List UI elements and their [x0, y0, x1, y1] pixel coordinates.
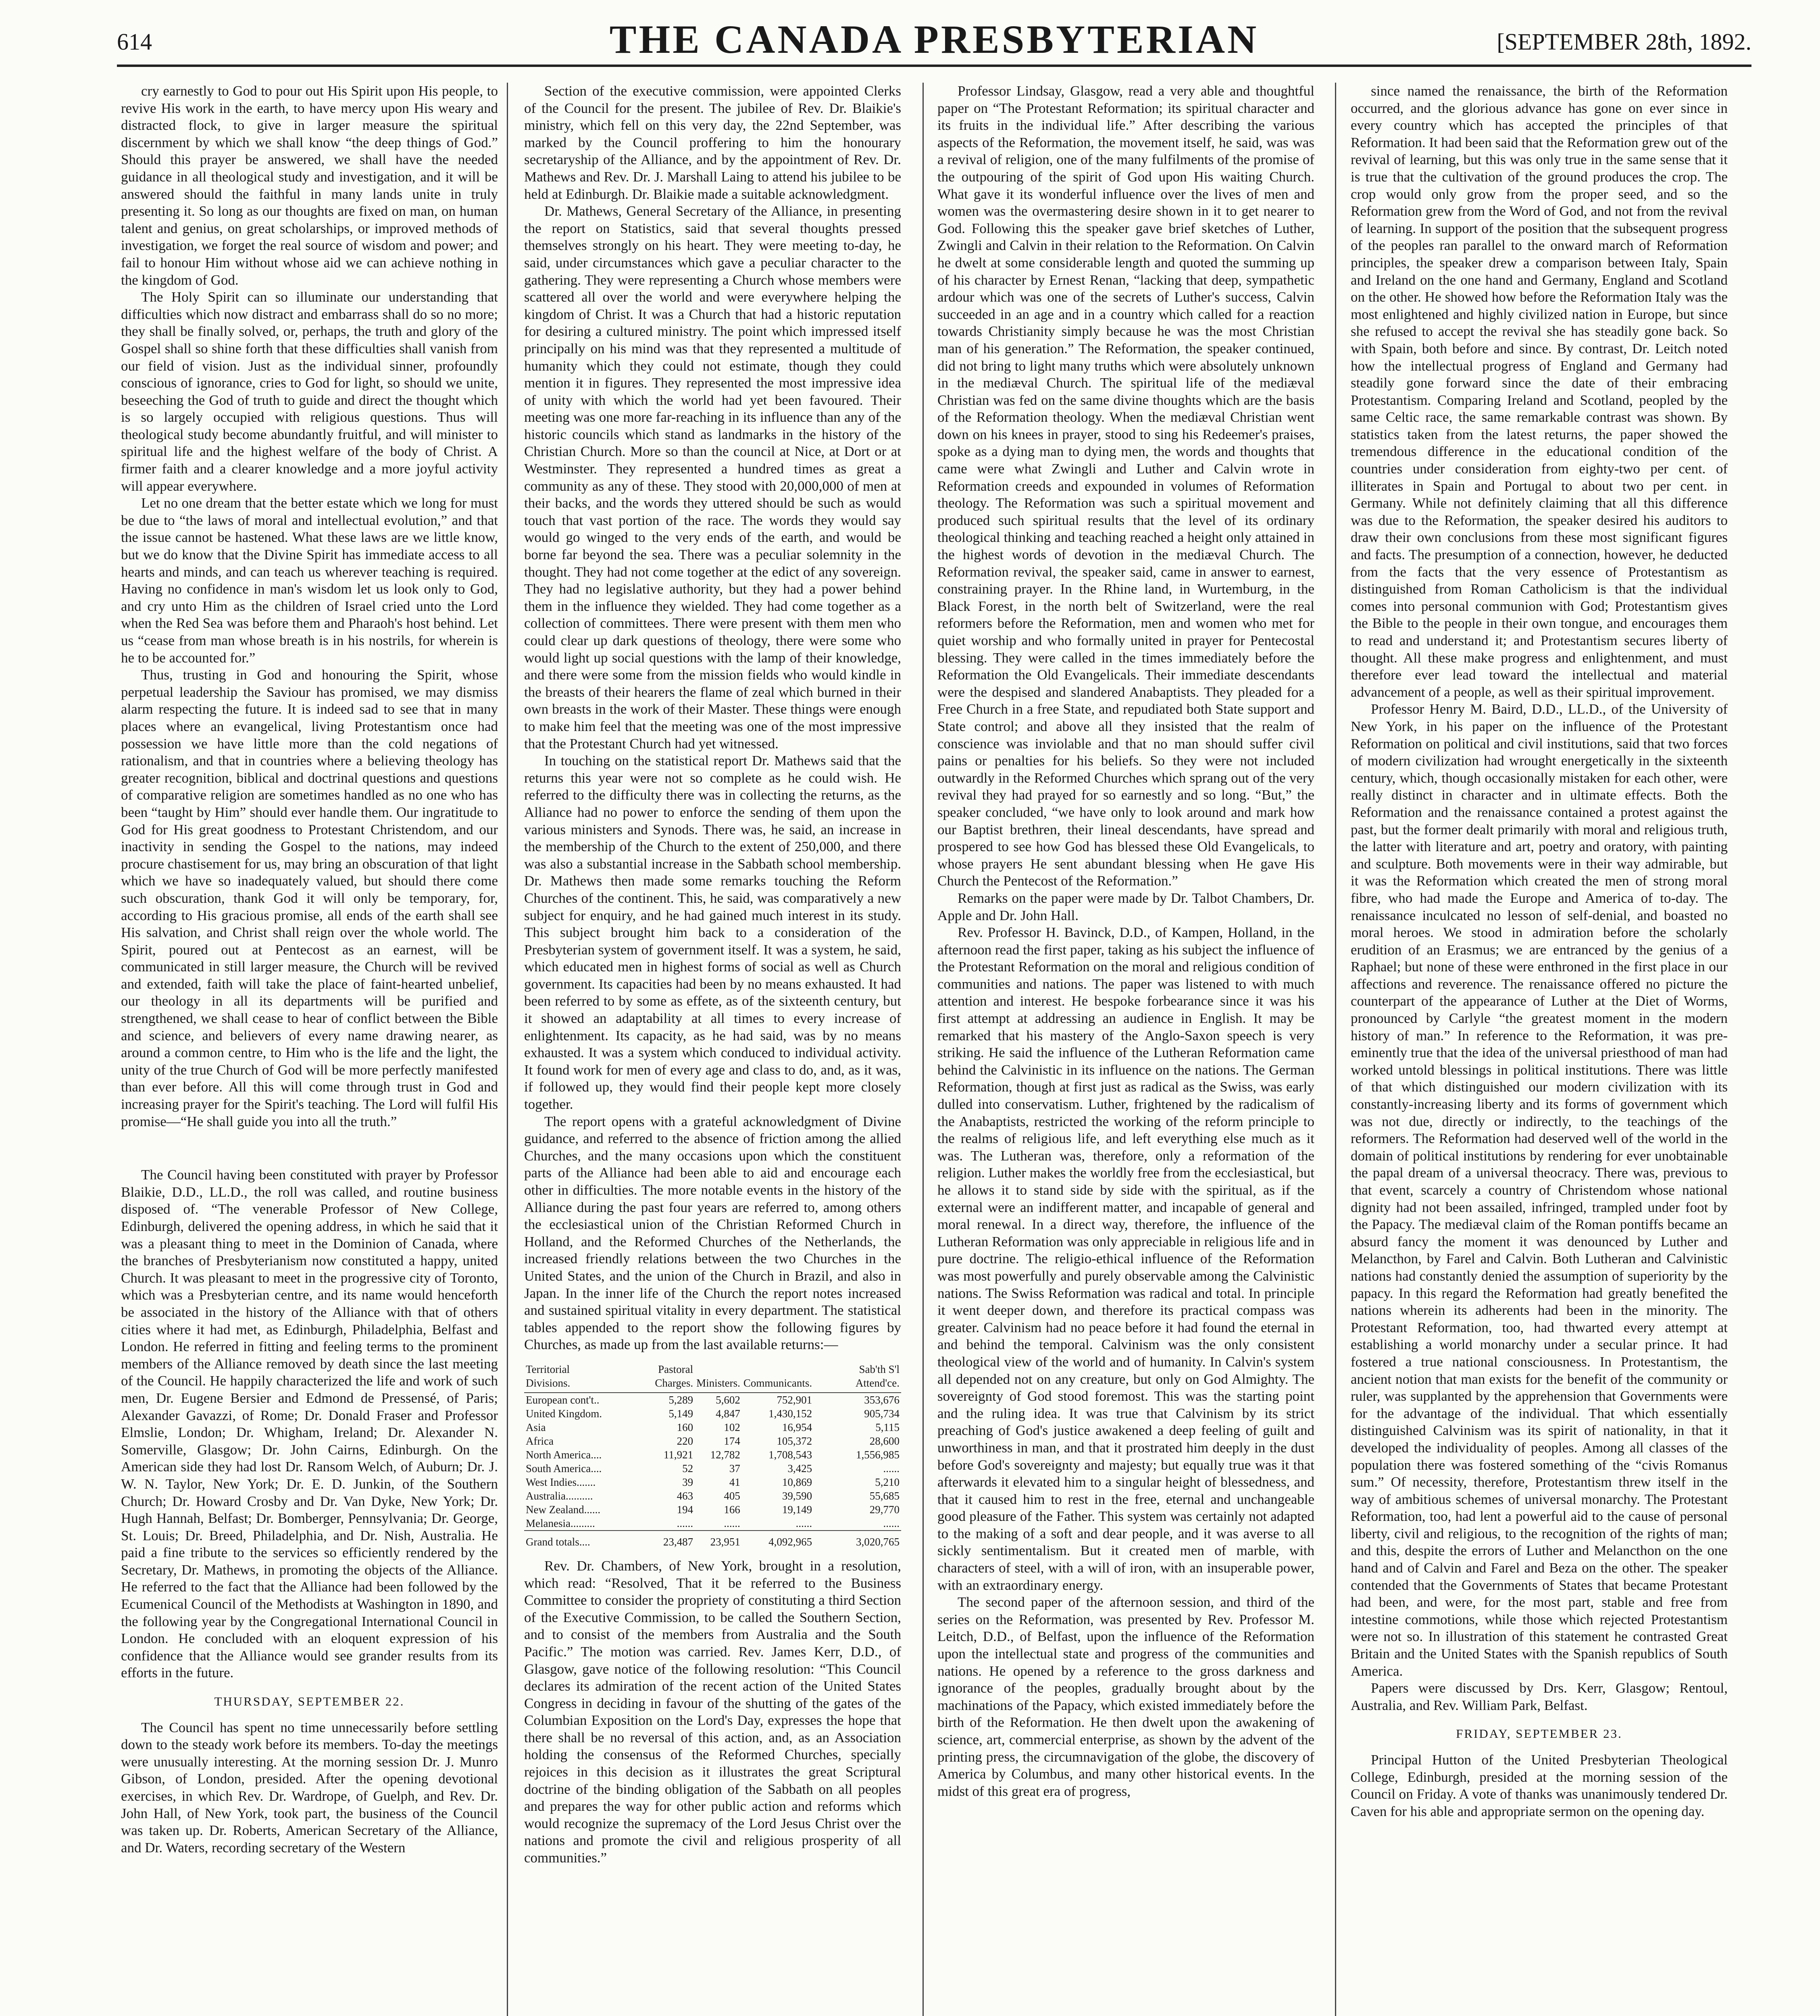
table-cell: 41	[729, 1476, 740, 1488]
article-paragraph: Thus, trusting in God and honouring the Spirit, whose perpetual leadership the Saviour has promised, we may dismiss alarm respecting the future. It is indeed sad to see that in many places where an evangelical, living Protestantism once had possession we have little more than the cold negations of rationalism, and that in countries where a believing theology has greater recognition, biblical and doctrinal questions and questions of comparative religion are sometimes handled as no one who has been “taught by Him” should ever handle them. Our ingratitude to God for His great goodness to Protestant Christendom, and our inactivity in sending the Gospel to the nations, may indeed procure chastisement for us, may bring an obscuration of that light which we have so inadequately valued, but should there come such obscuration, thank God it will only be temporary, for, according to His gracious promise, all ends of the earth shall see His salvation, and Christ shall reign over the whole world. The Spirit, poured out at Pentecost as an earnest, will be communicated in still larger measure, the Church will be revived and extended, faith will take the place of faint-hearted unbelief, our theology in all its departments will be purified and strengthened, we shall cease to hear of conflict between the Bible and science, and believers of every name drawing nearer, as around a common centre, to Him who is the life and the light, the unity of the true Church of God will be more perfectly manifested than ever before. All this will come through trust in God and increasing prayer for the Spirit's teaching. The Lord will fulfil His promise—“He shall guide you into all the truth.”	[121, 667, 498, 1129]
table-cell: Africa	[526, 1435, 554, 1447]
article-paragraph: Rev. Dr. Chambers, of New York, brought in a resolution, which read: “Resolved, That it be referred to the Business Committee to consider the propriety of constituting a third Section of the Executive Commission, to be called the Southern Section, and to consist of the members from Australia and the South Pacific.” The motion was carried. Rev. James Kerr, D.D., of Glasgow, gave notice of the following resolution: “This Council declares its admiration of the recent action of the United States Congress in deciding in favour of the shutting of the gates of the Columbian Exposition on the Lord's Day, expresses the hope that there shall be no reversal of this action, and, as an Association holding the consensus of the Reformed Churches, specially rejoices in this decision as it illustrates the great Scriptural doctrine of the binding obligation of the Sabbath on all peoples and prepares the way for other public action and reforms which would recognize the supremacy of the Lord Jesus Christ over the nations and promote the civil and religious prosperity of all communities.”	[524, 1558, 901, 1866]
table-cell: 3,425	[787, 1462, 812, 1475]
table-cell: 905,734	[864, 1407, 900, 1420]
page-number: 614	[117, 29, 152, 55]
table-cell: 752,901	[777, 1393, 812, 1406]
section-heading: THURSDAY, SEPTEMBER 22.	[214, 1694, 405, 1709]
column-3	[937, 83, 1314, 2016]
table-cell: South America....	[526, 1462, 602, 1475]
article-paragraph: since named the renaissance, the birth of the Reformation occurred, and the glorious advance has gone on ever since in every country which has accepted the principles of that Reformation. It had been said that the Reformation grew out of the revival of learning, but this was only true in the same sense that it is true that the cultivation of the ground produces the crop. The crop would only grow from the proper seed, and so the Reformation grew from the Word of God, and not from the revival of learning. In support of the position that the subsequent progress of the peoples ran parallel to the onward march of Reformation principles, the speaker drew a comparison between Italy, Spain and Ireland on the one hand and Germany, England and Scotland on the other. He showed how before the Reformation Italy was the most enlightened and highly civilized nation in Europe, but since she refused to accept the revival she has steadily gone back. So with Spain, both before and since. By contrast, Dr. Leitch noted how the intellectual progress of England and Germany had steadily gone forward since the date of their embracing Protestantism. Comparing Ireland and Scotland, peopled by the same Celtic race, the same remarkable contrast was shown. By statistics taken from the latest returns, the paper showed the tremendous difference in the educational condition of the countries under consideration from eighty-two per cent. of illiterates in Spain and Portugal to about two per cent. in Germany. While not definitely claiming that all this difference was due to the Reformation, the speaker desired his auditors to draw their own conclusions from these most significant figures and facts. The presumption of a connection, however, he deducted from the facts that the very essence of Protestantism as distinguished from Roman Catholicism is that the individual comes into personal communion with God; Protestantism gives the Bible to the people in their own tongue, and encourages them to read and understand it; and Protestantism secures liberty of thought. All these make progress and enlightenment, and must therefore ever lead toward the intellectual and material advancement of a people, as well as their spiritual improvement.	[1351, 83, 1728, 700]
table-cell: 16,954	[782, 1421, 812, 1433]
article-paragraph: Professor Lindsay, Glasgow, read a very able and thoughtful paper on “The Protestant Reformation; its spiritual character and its fruits in the individual life.” After describing the various aspects of the Reformation, the movement itself, he said, was was a revival of religion, one of the many fulfilments of the promise of the outpouring of the spirit of God upon His waiting Church. What gave it its wonderful influence over the lives of men and women was the overmastering desire shown in it to get nearer to God. Following this the speaker gave brief sketches of Luther, Zwingli and Calvin in their relation to the Reformation. On Calvin he dwelt at some considerable length and quoted the summing up of his character by Ernest Renan, “lacking that deep, sympathetic ardour which was one of the secrets of Luther's success, Calvin succeeded in an age and in a country which called for a reaction towards Christianity simply because he was the most Christian man of his generation.” The Reformation, the speaker continued, did not bring to light many truths which were absolutely unknown in the mediæval Church. The spiritual life of the mediæval Christian was fed on the same divine thoughts which are the basis of the Reformation theology. When the mediæval Christian went down on his knees in prayer, stood to sing his Redeemer's praises, spoke as a dying man to dying men, the words and thoughts that came were what Zwingli and Luther and Calvin wrote in Reformation creeds and expounded in volumes of Reformation theology. The Reformation was such a spiritual movement and produced such spiritual results that the level of its ordinary theological thinking and teaching reached a height only attained in the highest words of devotion in the mediæval Church. The Reformation revival, the speaker said, came in answer to earnest, constraining prayer. In the Rhine land, in Wurtemburg, in the Black Forest, in the north belt of Switzerland, were the real reformers before the Reformation, men and women who met for quiet worship and who formally united in prayer for Pentecostal blessing. They were called in the times immediately before the Reformation the Old Evangelicals. Their immediate descendants were the despised and slandered Anabaptists. They pleaded for a Free Church in a free State, and repudiated both State support and State control; and above all they insisted that the realm of conscience was inviolable and that no man should suffer civil pains or penalties for his beliefs. So they were not included outwardly in the Reformed Churches which sprang out of the very revival they had prayed for so earnestly and so long. “But,” the speaker concluded, “we have only to look around and mark how our Baptist brethren, their lineal descendants, have spread and prospered to see how God has blessed these Old Evangelicals, to whose prayers He sent abundant blessing when He gave His Church the Pentecost of the Reformation.”	[937, 83, 1314, 889]
statistics-table	[524, 1362, 901, 1549]
table-cell: 1,556,985	[856, 1448, 900, 1461]
article-paragraph: Rev. Professor H. Bavinck, D.D., of Kampen, Holland, in the afternoon read the first paper, taking as his subject the influence of the Protestant Reformation on the moral and religious condition of communities and nations. The paper was listened to with much attention and interest. He bespoke forbearance since it was his first attempt at addressing an audience in English. It may be remarked that his mastery of the Anglo-Saxon speech is very striking. He said the influence of the Lutheran Reformation came behind the Calvinistic in its influence on the nations. The German Reformation, though at first just as radical as the Swiss, was early dulled into conservatism. Luther, frightened by the radicalism of the Anabaptists, restricted the working of the reform principle to the realms of religious life, and left everything else much as it was. The Lutheran was, therefore, only a reformation of the religion. Luther makes the worldly free from the ecclesiastical, but he allows it to stand side by side with the spiritual, as if the external were an indifferent matter, and incapable of general and moral renewal. In a direct way, therefore, the influence of the Lutheran Reformation was only appreciable in religious life and in pure doctrine. The religio-ethical influence of the Reformation was most powerfully and purely observable among the Calvinistic nations. The Swiss Reformation was radical and total. In principle it went deeper down, and therefore its practical compass was greater. Calvinism had no peace before it had found the eternal in and behind the temporal. Calvinism was the only consistent theological view of the world and of humanity. In Calvin's system all depended not on any creature, but only on God Almighty. The sovereignty of God stood foremost. This was the starting point and the ruling idea. It was true that Calvinism by its strict preaching of God's justice awakened a deep feeling of guilt and unworthiness in man, and that it prostrated him deeply in the dust before God's sovereignty and majesty; but equally true was it that afterwards it elevated him to a singular height of blessedness, and that it caused him to rest in the free, eternal and unchangeable good pleasure of the Father. This system was certainly not adapted to the making of a soft and dear people, and it was averse to all sickly sentimentalism. But it created men of marble, with characters of steel, with a will of iron, with an insuperable power, with an extraordinary energy.	[937, 925, 1314, 1593]
column-divider	[1335, 83, 1336, 2016]
article-paragraph: Remarks on the paper were made by Dr. Talbot Chambers, Dr. Apple and Dr. John Hall.	[937, 890, 1314, 923]
table-header: Sab'th S'l Attend'ce.	[814, 1362, 901, 1393]
article-paragraph: Papers were discussed by Drs. Kerr, Glasgow; Rentoul, Australia, and Rev. William Park, Belfast.	[1351, 1680, 1728, 1713]
table-cell: 52	[682, 1462, 693, 1475]
statistics-header-row	[524, 1362, 901, 1393]
table-row	[524, 1420, 901, 1434]
table-cell: 5,115	[875, 1421, 900, 1433]
table-cell: 5,149	[668, 1407, 693, 1420]
table-cell: 23,487	[618, 1531, 695, 1549]
table-cell: West Indies.......	[526, 1476, 596, 1488]
table-cell: 5,210	[875, 1476, 900, 1488]
table-cell: 4,092,965	[742, 1531, 814, 1549]
table-cell: European cont't..	[526, 1393, 600, 1406]
table-cell: Asia	[526, 1421, 546, 1433]
table-row	[524, 1503, 901, 1516]
table-cell: 174	[724, 1435, 740, 1447]
table-cell: 11,921	[663, 1448, 693, 1461]
table-cell: 3,020,765	[814, 1531, 901, 1549]
table-cell: ......	[724, 1517, 740, 1529]
table-cell: 37	[729, 1462, 740, 1475]
table-cell: ......	[883, 1517, 900, 1529]
masthead	[117, 16, 1751, 60]
table-row	[524, 1462, 901, 1475]
table-cell: 39	[682, 1476, 693, 1488]
table-header: Ministers.	[695, 1362, 742, 1393]
article-paragraph: In touching on the statistical report Dr. Mathews said that the returns this year were not so complete as he could wish. He referred to the difficulty there was in collecting the returns, as the Alliance had no power to enforce the sending of them upon the various ministers and Synods. There was, he said, an increase in the membership of the Church to the extent of 250,000, and there was also a substantial increase in the Sabbath school membership. Dr. Mathews then made some remarks touching the Reform Churches of the continent. This, he said, was comparatively a new subject for enquiry, and he had gained much interest in its study. This subject brought him back to a consideration of the Presbyterian system of government itself. It was a system, he said, which educated men in highest forms of social as well as Church government. Its capacities had been by no means exhausted. It had been referred to by some as effete, as of the sixteenth century, but it showed an adaptability at all times to every increase of enlightenment. Its capacity, as he had said, was by no means exhausted. It was a system which conduced to individual activity. It found work for men of every age and class to do, and, as it was, if followed up, they would find their people kept more closely together.	[524, 753, 901, 1112]
table-cell: North America....	[526, 1448, 602, 1461]
article-paragraph: Dr. Mathews, General Secretary of the Alliance, in presenting the report on Statistics, said that several thoughts pressed themselves strongly on his heart. They were meeting to-day, he said, under circumstances which gave a peculiar character to the gathering. They were representing a Church whose members were scattered all over the world and were everywhere helping the kingdom of Christ. It was a Church that had a historic reputation for desiring a cultured ministry. The point which impressed itself principally on his mind was that they represented a multitude of humanity which they could not estimate, though they could mention it in figures. They represented the most impressive idea of unity with which the world had yet been favoured. Their meeting was one more far-reaching in its influence than any of the historic councils which stand as landmarks in the history of the Christian Church. More so than the council at Nice, at Dort or at Westminster. They represented a hundred times as great a community as any of these. They stood with 20,000,000 of men at their backs, and the words they uttered should be such as would touch that vast portion of the race. The words they would say would go winged to the very ends of the earth, and would be borne far beyond the sea. There was a peculiar solemnity in the thought. They had not come together at the edict of any sovereign. They had no legislative authority, but they had a power behind them in the influence they wielded. They had come together as a collection of committees. There were present with them men who could clear up dark questions of theology, there were some who would light up social questions with the lamp of their knowledge, and there were some from the mission fields who would kindle in the breasts of their hearers the flame of zeal which burned in their own breasts in the work of their Master. These things were enough to make him feel that the meeting was one of the most impressive that the Protestant Church had yet witnessed.	[524, 203, 901, 752]
table-cell: Grand totals....	[524, 1531, 618, 1549]
table-cell: 19,149	[782, 1503, 812, 1516]
column-1	[121, 83, 498, 2016]
table-cell: Australia..........	[526, 1489, 593, 1502]
table-cell: 220	[677, 1435, 693, 1447]
table-cell: 1,708,543	[768, 1448, 812, 1461]
table-cell: 102	[724, 1421, 740, 1433]
table-cell: ......	[795, 1517, 812, 1529]
table-row	[524, 1434, 901, 1448]
table-cell: 55,685	[869, 1489, 900, 1502]
table-cell: 463	[677, 1489, 693, 1502]
table-cell: 405	[724, 1489, 740, 1502]
table-cell: 29,770	[869, 1503, 900, 1516]
article-paragraph: The Holy Spirit can so illuminate our understanding that difficulties which now distract and embarrass shall do so no more; they shall be finally solved, or, perhaps, the truth and glory of the Gospel shall so shine forth that these difficulties shall vanish from our field of vision. Just as the individual sinner, profoundly conscious of ignorance, cries to God for light, so should we unite, beseeching the God of truth to guide and direct the thought which is so largely occupied with religious questions. Thus will theological study become abundantly fruitful, and will minister to spiritual life and the highest welfare of the body of Christ. A firmer faith and a clearer knowledge and a more joyful activity will appear everywhere.	[121, 289, 498, 494]
table-header: Pastoral Charges.	[618, 1362, 695, 1393]
table-cell: 1,430,152	[768, 1407, 812, 1420]
article-paragraph: The second paper of the afternoon session, and third of the series on the Reformation, was presented by Rev. Professor M. Leitch, D.D., of Belfast, upon the influence of the Reformation upon the intellectual state and progress of the communities and nations. He opened by a reference to the gross darkness and ignorance of the peoples, gradually brought about by the machinations of the Papacy, which existed immediately before the birth of the Reformation. He then dwelt upon the awakening of science, art, commercial enterprise, as shown by the advent of the printing press, the circumnavigation of the globe, the discovery of America by Columbus, and many other historical events. In the midst of this great era of progress,	[937, 1594, 1314, 1799]
table-cell: 194	[677, 1503, 693, 1516]
table-row	[524, 1516, 901, 1531]
section-heading: FRIDAY, SEPTEMBER 23.	[1456, 1727, 1622, 1741]
table-total-row	[524, 1531, 901, 1549]
table-cell: New Zealand......	[526, 1503, 601, 1516]
table-cell: 23,951	[695, 1531, 742, 1549]
table-cell: 105,372	[777, 1435, 812, 1447]
table-cell: United Kingdom.	[526, 1407, 602, 1420]
table-row	[524, 1448, 901, 1462]
table-header: Communicants.	[742, 1362, 814, 1393]
table-cell: 12,782	[710, 1448, 740, 1461]
table-cell: 39,590	[782, 1489, 812, 1502]
table-cell: 28,600	[869, 1435, 900, 1447]
table-row	[524, 1393, 901, 1407]
article-paragraph: The Council has spent no time unnecessarily before settling down to the steady work before its members. To-day the meetings were unusually interesting. At the morning session Dr. J. Munro Gibson, of London, presided. After the opening devotional exercises, in which Rev. Dr. Wardrope, of Guelph, and Rev. Dr. John Hall, of New York, took part, the business of the Council was taken up. Dr. Roberts, American Secretary of the Alliance, and Dr. Waters, recording secretary of the Western	[121, 1719, 498, 1856]
column-divider	[922, 83, 924, 2016]
table-row	[524, 1475, 901, 1489]
column-divider	[507, 83, 508, 2016]
table-row	[524, 1489, 901, 1503]
column-4	[1351, 83, 1728, 2016]
article-paragraph: Principal Hutton of the United Presbyterian Theological College, Edinburgh, presided at the morning session of the Council on Friday. A vote of thanks was unanimously tendered Dr. Caven for his able and appropriate sermon on the opening day.	[1351, 1752, 1728, 1819]
table-cell: ......	[677, 1517, 693, 1529]
article-paragraph: cry earnestly to God to pour out His Spirit upon His people, to revive His work in the earth, to have mercy upon His weary and distracted flock, to give in larger measure the spiritual discernment by which we shall know “the deep things of God.” Should this prayer be answered, we shall have the needed guidance in all theological study and investigation, and it will be answered should the faithful in many lands unite in truly presenting it. So long as our thoughts are fixed on man, on human talent and genius, on great scholarships, or improved methods of investigation, we forget the real source of wisdom and power; and fail to honour Him without whose aid we can achieve nothing in the kingdom of God.	[121, 83, 498, 288]
article-paragraph: The Council having been constituted with prayer by Professor Blaikie, D.D., LL.D., the roll was called, and routine business disposed of. “The venerable Professor of New College, Edinburgh, delivered the opening address, in which he said that it was a pleasant thing to meet in the Dominion of Canada, where the branches of Presbyterianism now constituted a happy, united Church. It was pleasant to meet in the progressive city of Toronto, which was a Presbyterian centre, and its name would henceforth be associated in the history of the Alliance with that of others cities where it had met, as Edinburgh, Philadelphia, Belfast and London. He referred in fitting and feeling terms to the prominent members of the Alliance removed by death since the last meeting of the Council. He happily characterized the life and work of such men, Dr. Eugene Bersier and Edmond de Pressensé, of Paris; Alexander Gavazzi, of Rome; Dr. Donald Fraser and Professor Elmslie, London; Dr. Whigham, Ireland; Dr. Alexander N. Somerville, Glasgow; Dr. John Cairns, Edinburgh. On the American side they had lost Dr. Ransom Welch, of Auburn; Dr. J. W. N. Taylor, New York; Dr. E. D. Junkin, of the Southern Church; Dr. Howard Crosby and Dr. Van Dyke, New York; Dr. Hugh Hannah, Belfast; Dr. Bomberger, Pennsylvania; Dr. George, St. Louis; Dr. Breed, Philadelphia, and Dr. Nish, Australia. He paid a fine tribute to the services so efficiently rendered by the Secretary, Dr. Mathews, in promoting the objects of the Alliance. He referred to the fact that the Alliance had been followed by the Ecumenical Council of the Methodists at Washington in 1890, and the following year by the Congregational International Council in London. He concluded with an eloquent expression of his confidence that the Alliance would see grander results from its efforts in the future.	[121, 1167, 498, 1681]
table-cell: 353,676	[864, 1393, 900, 1406]
article-paragraph: Professor Henry M. Baird, D.D., LL.D., of the University of New York, in his paper on the influence of the Protestant Reformation on political and civil institutions, said that two forces of modern civilization had wrought energetically in the sixteenth century, which, though occasionally mistaken for each other, were really distinct in character and in ultimate effects. Both the Reformation and the renaissance contained a protest against the past, but the former dealt primarily with moral and religious truth, the latter with literature and art, poetry and oratory, with painting and sculpture. Both movements were in their way admirable, but it was the Reformation which created the men of strong moral fibre, who had made the Europe and America of to-day. The renaissance inculcated no lesson of self-denial, and boasted no moral heroes. We stood in admiration before the scholarly erudition of an Erasmus; we are entranced by the genius of a Raphael; but none of these were enthroned in the first place in our affections and reverence. The renaissance offered no picture the counterpart of the appearance of Luther at the Diet of Worms, pronounced by Carlyle “the greatest moment in the modern history of man.” In reference to the Reformation, it was pre-eminently true that the idea of the universal priesthood of man had worked untold blessings in political institutions. There was little of that which distinguished our modern civilization with its constantly-increasing liberty and its forms of government which was not due, directly or indirectly, to the teachings of the reformers. The Reformation had deserved well of the world in the domain of political institutions by rendering for ever unobtainable the papal dream of a universal theocracy. There was, previous to that event, scarcely a country of Christendom whose national dignity had not been assailed, infringed, trampled under foot by the Papacy. The mediæval claim of the Roman pontiffs became an absurd fancy the moment it was denounced by Luther and Melancthon, by Farel and Calvin. Both Lutheran and Calvinistic nations had constantly denied the assumption of superiority by the papacy. In this regard the Reformation had greatly benefited the nations wherein its adherents had been in the minority. The Protestant Reformation, too, had thwarted every attempt at establishing a world monarchy under a secular prince. It had fostered a true national consciousness. In Protestantism, the ancient notion that man exists for the benefit of the community or ruler, was supplanted by the apprehension that Governments were for the advantage of the individual. That which essentially distinguished Calvinism was its spirit of nationality, in that it developed the individuality of peoples. Among all classes of the population there was fostered something of the “civis Romanus sum.” Of necessity, therefore, Protestantism threw itself in the way of ambitious schemes of universal monarchy. The Protestant Reformation, too, had lent a powerful aid to the cause of personal liberty, civil and religious, to the recognition of the rights of man; and this, despite the errors of Luther and Melancthon on the one hand and of Calvin and Farel and Beza on the other. The speaker contended that the Governments of States that became Protestant had been, and were, for the most part, stable and free from intestine commotions, while those which rejected Protestantism were not so. In illustration of this statement he contrasted Great Britain and the United States with the Spanish republics of South America.	[1351, 701, 1728, 1679]
table-row	[524, 1407, 901, 1420]
header-rule	[117, 65, 1751, 67]
table-cell: 10,869	[782, 1476, 812, 1488]
table-cell: ......	[883, 1462, 900, 1475]
table-cell: 5,289	[668, 1393, 693, 1406]
newspaper-title: THE CANADA PRESBYTERIAN	[609, 17, 1259, 62]
article-paragraph: Let no one dream that the better estate which we long for must be due to “the laws of moral and intellectual evolution,” and that the issue cannot be hastened. What these laws are we little know, but we do know that the Divine Spirit has immediate access to all hearts and minds, and can teach us wherever teaching is required. Having no confidence in man's wisdom let us look only to God, and cry unto Him as the children of Israel cried unto the Lord when the Red Sea was before them and Pharaoh's host behind. Let us “cease from man whose breath is in his nostrils, for wherein is he to be accounted for.”	[121, 495, 498, 666]
table-cell: 4,847	[716, 1407, 740, 1420]
table-cell: 160	[677, 1421, 693, 1433]
table-cell: 5,602	[716, 1393, 740, 1406]
column-2	[524, 83, 901, 2016]
table-cell: 166	[724, 1503, 740, 1516]
issue-date: [SEPTEMBER 28th, 1892.	[1497, 29, 1751, 55]
table-cell: Melanesia.........	[526, 1517, 595, 1529]
table-header: Territorial Divisions.	[524, 1362, 618, 1393]
article-paragraph: Section of the executive commission, were appointed Clerks of the Council for the present. The jubilee of Rev. Dr. Blaikie's ministry, which fell on this very day, the 22nd September, was marked by the Council proffering to him the honourary secretaryship of the Alliance, and by the appointment of Rev. Dr. Mathews and Rev. Dr. J. Marshall Laing to attend his jubilee to be held at Edinburgh. Dr. Blaikie made a suitable acknowledgment.	[524, 83, 901, 202]
article-paragraph: The report opens with a grateful acknowledgment of Divine guidance, and referred to the absence of friction among the allied Churches, and the many occasions upon which the constituent parts of the Alliance had been able to aid and encourage each other in difficulties. The more notable events in the history of the Alliance during the past four years are referred to, among others the ecclesiastical union of the Christian Reformed Church in Holland, and the Reformed Churches of the Netherlands, the increased friendly relations between the two Churches in the United States, and the union of the Church in Brazil, and also in Japan. In the inner life of the Church the report notes increased and sustained spiritual vitality in every department. The statistical tables appended to the report show the following figures by Churches, as made up from the last available returns:—	[524, 1113, 901, 1353]
